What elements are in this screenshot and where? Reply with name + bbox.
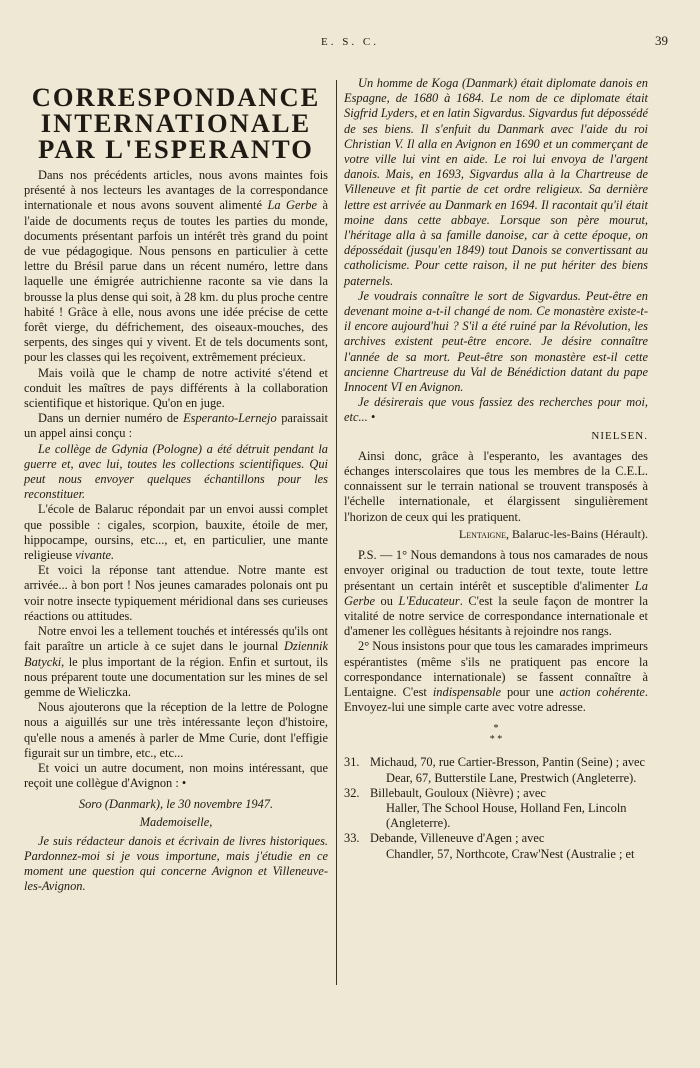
letter-dateline: Soro (Danmark), le 30 novembre 1947. bbox=[78, 797, 274, 812]
left-column bbox=[24, 84, 328, 895]
paragraph-activity: Mais voilà que le champ de notre activité s'étend et conduit les maîtres de pays différents à la collaboration scientifique et historique. Qu'on en juge. bbox=[24, 365, 328, 411]
appeal-quote: Le collège de Gdynia (Pologne) a été détruit pendant la guerre et, avec lui, toutes les collections scientifiques. Qui peut nous envoyer quelques échantillons pour les reconstituer. bbox=[24, 441, 328, 502]
section-separator: * * * bbox=[489, 723, 503, 746]
letter-salutation: Mademoiselle, bbox=[139, 814, 213, 829]
postscript-1: P.S. — 1° Nous demandons à tous nos camarades de nous envoyer original ou traduction de tout texte, toute lettre présentant un certain intérêt et susceptible d'alimenter La Gerbe ou L'Educateur. C'est la seule façon de montrer la vitalité de notre service de correspondance internationale et d'amener les collègues hésitants à rejoindre nos rangs. bbox=[344, 548, 648, 639]
page-number: 39 bbox=[655, 33, 668, 48]
list-item: 33. Debande, Villeneuve d'Agen ; avec Chandler, 57, Northcote, Craw'Nest (Australie ; et bbox=[344, 831, 635, 861]
letter-paragraph-2: Un homme de Koga (Danmark) était diplomate danois en Espagne, de 1680 à 1684. Le nom de ce diplomate était Sigfrid Lyders, et en latin Sigvardus. Sigvardus fut dépossédé de ses biens. Il s'enfuit du Danmark avec l'aide du roi Christian V. Il alla en Avignon en 1690 et un commerçant de votre ville lui vint en aide. Le roi lui envoya de l'argent danois. Mais, en 1693, Sigvardus alla à la Chartreuse de Villeneuve et fit partie de cet ordre religieux. Sa dernière lettre est arrivée au Danmark en 1694. Il racontait qu'il était moine dans cette abbaye. Lorsque son père mourut, l'héritage alla à sa famille danoise, car à cette époque, on dépossédait (jusqu'en 1849) tout Danois se convertissant au catholicisme. Pour cette raison, il ne put hériter des biens paternels. bbox=[344, 76, 648, 288]
list-item: 32. Billebault, Gouloux (Nièvre) ; avec Haller, The School House, Holland Fen, Lincoln (Angleterre). bbox=[344, 785, 627, 831]
title-line-1: CORRESPONDANCE bbox=[31, 82, 321, 112]
signature-nielsen: NIELSEN. bbox=[591, 429, 648, 442]
letter-paragraph-4: Je désirerais que vous fassiez des recherches pour moi, etc... • bbox=[344, 395, 648, 425]
correspondence-list bbox=[344, 755, 648, 861]
paragraph-response: Et voici la réponse tant attendue. Notre mante est arrivée... à bon port ! Nos jeunes camarades polonais ont pu voir notre insecte typiquement méridional dans ses curieuses réactions ou attitudes. bbox=[24, 563, 328, 623]
right-column bbox=[344, 76, 648, 862]
list-item: 31. Michaud, 70, rue Cartier-Bresson, Pantin (Seine) ; avec Dear, 67, Butterstile Lane, Prestwich (Angleterre). bbox=[344, 755, 646, 785]
paragraph-conclusion: Ainsi donc, grâce à l'esperanto, les avantages des échanges interscolaires que tous les membres de la C.E.L. connaissent sur le terrain national se trouvent transposés à l'échelle internationale, et élargissent singulièrement l'horizon de ceux qui les pratiquent. bbox=[344, 448, 648, 524]
paragraph-journal: Notre envoi les a tellement touchés et intéressés qu'ils ont fait paraître un article à ce sujet dans le journal Dziennik Batycki, le plus important de la région. Enfin et surtout, ils nous préparent toute une documentation sur les mines de sel gemme de Wieliczka. bbox=[24, 624, 328, 699]
letter-paragraph-1: Je suis rédacteur danois et écrivain de livres historiques. Pardonnez-moi si je vous importune, mais j'étudie en ce moment une question qui concerne Avignon et Villeneuve-les-Avignon. bbox=[24, 833, 328, 894]
paragraph-history: Nous ajouterons que la réception de la lettre de Pologne nous a aiguillés sur une très intéressante leçon d'histoire, qu'elle nous a amenés à parler de Mme Curie, dont l'effigie figurait sur un timbre, etc., etc... bbox=[24, 700, 328, 760]
column-divider bbox=[336, 80, 337, 985]
paragraph-avignon: Et voici un autre document, non moins intéressant, que reçoit une collègue d'Avignon : • bbox=[24, 760, 328, 791]
postscript-2: 2° Nous insistons pour que tous les camarades imprimeurs espérantistes (même s'ils ne pratiquent pas encore la correspondance internationale) se fassent connaître à Lentaigne. C'est indispensable pour une action cohérente. Envoyez-lui une simple carte avec votre adresse. bbox=[344, 639, 648, 715]
paragraph-balaruc: L'école de Balaruc répondait par un envoi aussi complet que possible : cigales, scorpion, bauxite, étoile de mer, hippocampe, oursins, etc..., et, en particulier, une mante religieuse vivante. bbox=[24, 502, 328, 563]
paragraph-appeal: Dans un dernier numéro de Esperanto-Lernejo paraissait un appel ainsi conçu : bbox=[24, 411, 328, 441]
letter-paragraph-3: Je voudrais connaître le sort de Sigvardus. Peut-être en devenant moine a-t-il changé de nom. Ce monastère existe-t-il encore aujourd'hui ? S'il a été ruiné par la Révolution, les archives existent peut-être encore. Je désire connaître l'année de sa mort. Peut-être son monastère est-il cette ancienne Chartreuse du Val de Bénédiction datant du pape Innocent VI en Avignon. bbox=[344, 288, 648, 395]
title-line-2: INTERNATIONALE bbox=[40, 108, 312, 138]
paragraph-intro: Dans nos précédents articles, nous avons maintes fois présenté à nos lecteurs les avantages de la correspondance internationale et nous avons souvent alimenté La Gerbe à l'aide de documents reçus de toutes les parties du monde, documents présentant parfois un intérêt très grand du point de vue pédagogique. Nous pensons en particulier à cette lettre du Brésil parue dans un récent numéro, lettre dans laquelle une émigrée autrichienne raconte sa vie dans la brousse la plus dense qui soit, à 28 km. du plus proche centre habité ! Grâce à elle, nous avons une idée précise de cette forêt vierge, du défrichement, des oiseaux-mouches, des serpents, des singes qui y vivent. Et de tels documents sont, pour les classes qui les reçoivent, extrêmement précieux. bbox=[24, 168, 328, 365]
article-title bbox=[24, 84, 328, 162]
signature-lentaigne: Lentaigne, Balaruc-les-Bains (Hérault). bbox=[458, 526, 648, 541]
running-header: E. S. C. bbox=[321, 36, 379, 48]
title-line-3: PAR L'ESPERANTO bbox=[38, 134, 314, 164]
